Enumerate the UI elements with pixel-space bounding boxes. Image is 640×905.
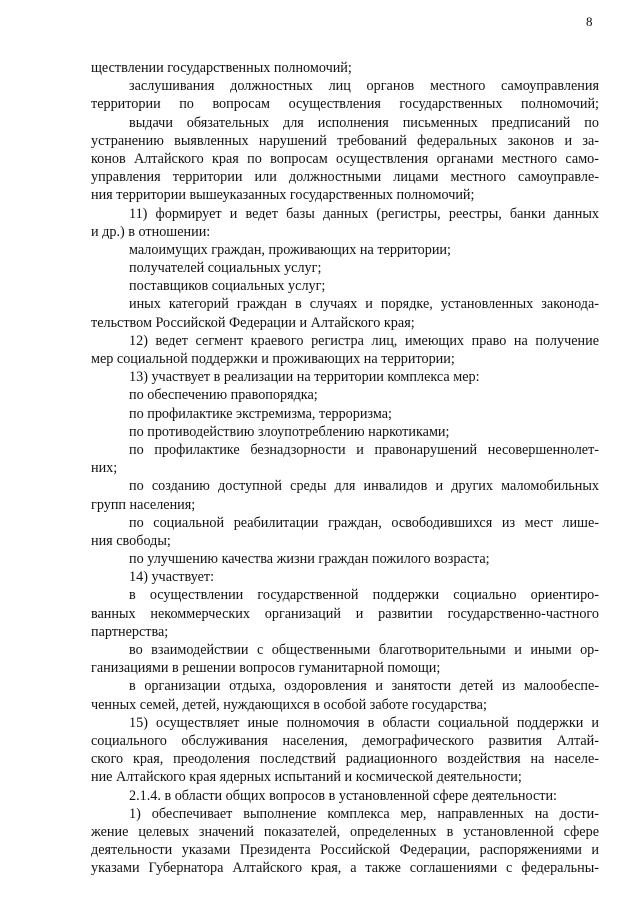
text-line: ского края, преодоления последствий радиационного воздействия на населе- xyxy=(91,751,599,768)
text-line: ние Алтайского края ядерных испытаний и космической деятельности; xyxy=(91,769,522,786)
text-line: ванных некоммерческих организаций и развитии государственно-частного xyxy=(91,605,599,622)
text-line: получателей социальных услуг; xyxy=(129,260,322,277)
text-line: жение целевых значений показателей, определенных в установленной сфере xyxy=(91,823,599,840)
text-line: по обеспечению правопорядка; xyxy=(129,387,318,404)
text-line: партнерства; xyxy=(91,623,169,640)
text-line: них; xyxy=(91,460,118,477)
text-line: 12) ведет сегмент краевого регистра лиц, имеющих право на получение xyxy=(129,332,599,349)
text-line: 11) формирует и ведет базы данных (регистры, реестры, банки данных xyxy=(129,205,599,222)
text-line: тельством Российской Федерации и Алтайского края; xyxy=(91,314,415,331)
text-line: по улучшению качества жизни граждан пожилого возраста; xyxy=(129,551,490,568)
text-line: 14) участвует: xyxy=(129,569,215,586)
text-line: ществлении государственных полномочий; xyxy=(91,60,352,76)
text-line: в осуществлении государственной поддержки социально ориентиро- xyxy=(129,587,599,604)
body-text xyxy=(91,59,599,877)
text-line: ния территории вышеуказанных государственных полномочий; xyxy=(91,187,475,204)
text-line: конов Алтайского края по вопросам осуществления органами местного само- xyxy=(91,150,599,167)
text-line: поставщиков социальных услуг; xyxy=(129,278,326,295)
text-line: 2.1.4. в области общих вопросов в установленной сфере деятельности: xyxy=(129,787,557,804)
text-line: малоимущих граждан, проживающих на территории; xyxy=(129,241,451,258)
text-line: по созданию доступной среды для инвалидов и других маломобильных xyxy=(129,478,599,495)
text-line: ния свободы; xyxy=(91,532,171,549)
text-line: в организации отдыха, оздоровления и занятости детей из малообеспе- xyxy=(129,678,599,695)
text-line: социального обслуживания населения, демографического развития Алтай- xyxy=(91,732,599,749)
text-line: мер социальной поддержки и проживающих на территории; xyxy=(91,351,455,367)
text-line: указами Губернатора Алтайского края, а также соглашениями с федеральны- xyxy=(91,860,599,877)
text-line: деятельности указами Президента Российской Федерации, распоряжениями и xyxy=(91,842,599,859)
text-line: по профилактике безнадзорности и правонарушений несовершеннолет- xyxy=(129,441,599,458)
text-line: по противодействию злоупотреблению наркотиками; xyxy=(129,423,450,440)
text-line: во взаимодействии с общественными благотворительными и иными ор- xyxy=(129,642,599,658)
text-line: управления территории или должностными лицами местного самоуправле- xyxy=(91,169,599,186)
text-line: 13) участвует в реализации на территории комплекса мер: xyxy=(129,369,480,386)
text-line: выдачи обязательных для исполнения письменных предписаний по xyxy=(129,114,599,131)
text-line: устранению выявленных нарушений требований федеральных законов и за- xyxy=(91,132,599,149)
text-line: и др.) в отношении: xyxy=(91,223,211,240)
text-line: заслушивания должностных лиц органов местного самоуправления xyxy=(129,78,599,95)
text-line: 15) осуществляет иные полномочия в области социальной поддержки и xyxy=(129,714,599,731)
text-line: групп населения; xyxy=(91,496,196,513)
text-line: территории по вопросам осуществления государственных полномочий; xyxy=(91,96,599,113)
text-line: ченных семей, детей, нуждающихся в особой заботе государства; xyxy=(91,696,487,713)
text-line: иных категорий граждан в случаях и порядке, установленных законода- xyxy=(129,296,599,313)
page-number: 8 xyxy=(586,14,593,29)
text-line: по профилактике экстремизма, терроризма; xyxy=(129,405,392,422)
text-line: по социальной реабилитации граждан, освободившихся из мест лише- xyxy=(129,514,599,531)
text-line: 1) обеспечивает выполнение комплекса мер, направленных на дости- xyxy=(129,805,599,822)
text-line: ганизациями в решении вопросов гуманитарной помощи; xyxy=(91,660,441,677)
